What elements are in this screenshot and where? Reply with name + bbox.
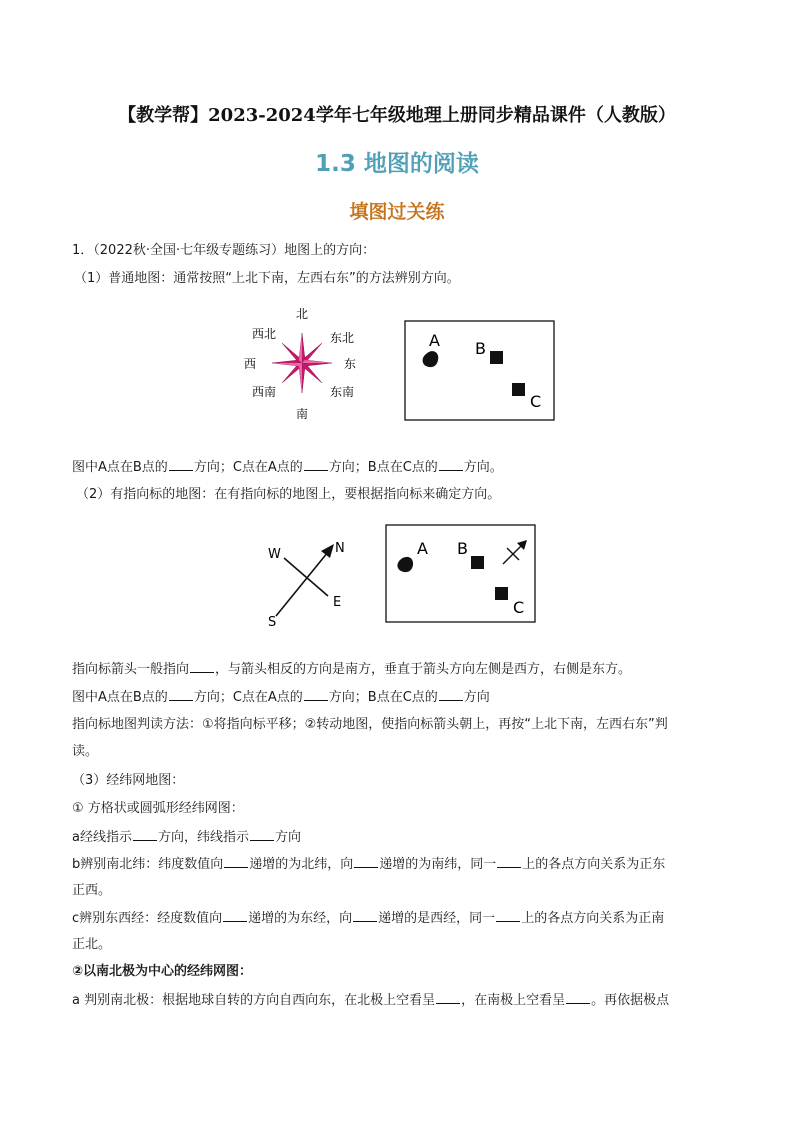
map1-label-c: C bbox=[530, 392, 542, 411]
c-line-cont: 正北。 bbox=[72, 937, 112, 952]
compass-rose-star bbox=[272, 333, 332, 393]
section-subtitle: 填图过关练 bbox=[349, 201, 445, 223]
map-figure-2 bbox=[385, 524, 537, 624]
b-line: b辨别南北纬：纬度数值向 递增的为北纬，向 递增的为南纬，同一 上的各点方向关系为正东 bbox=[72, 857, 666, 872]
answer-blank[interactable] bbox=[353, 909, 377, 922]
arrow-label-e: E bbox=[333, 595, 342, 610]
point-b-square bbox=[471, 556, 484, 569]
question-intro: 1．（2022秋·全国·七年级专题练习）地图上的方向： bbox=[72, 243, 376, 258]
question-line-2: 指向标箭头一般指向 ，与箭头相反的方向是南方，垂直于箭头方向左侧是西方，右侧是东方。 bbox=[72, 662, 632, 677]
answer-blank[interactable] bbox=[169, 688, 193, 701]
c-line: c辨别东西经：经度数值向 递增的为东经，向 递增的是西经，同一 上的各点方向关系为正南 bbox=[72, 911, 665, 926]
answer-blank[interactable] bbox=[304, 458, 328, 471]
map2-label-a: A bbox=[417, 539, 428, 558]
method-text: 指向标地图判读方法：①将指向标平移；②转动地图，使指向标箭头朝上，再按“上北下南，左西右东”判 bbox=[72, 717, 668, 732]
map2-label-b: B bbox=[457, 539, 468, 558]
part2-text: （2）有指向标的地图：在有指向标的地图上，要根据指向标来确定方向。 bbox=[76, 487, 501, 502]
point-c-square bbox=[512, 383, 525, 396]
lesson-title: 1.3 地图的阅读 bbox=[315, 151, 479, 177]
document-header: 【教学帮】2023-2024学年七年级地理上册同步精品课件（人教版） bbox=[118, 105, 676, 126]
answer-blank[interactable] bbox=[304, 688, 328, 701]
pole-line: a 判别南北极：根据地球自转的方向自西向东，在北极上空看呈 ，在南极上空看呈 。再依据极点 bbox=[72, 993, 670, 1008]
answer-blank[interactable] bbox=[169, 458, 193, 471]
compass-label-w: 西 bbox=[243, 357, 257, 371]
compass-label-se: 东南 bbox=[329, 385, 355, 399]
answer-blank[interactable] bbox=[354, 855, 378, 868]
method-text-cont: 读。 bbox=[72, 744, 99, 759]
sub2-heading: ②以南北极为中心的经纬网图： bbox=[72, 964, 253, 979]
map1-label-b: B bbox=[475, 339, 486, 358]
arrow-label-s: S bbox=[268, 615, 277, 628]
point-b-square bbox=[490, 351, 503, 364]
answer-blank[interactable] bbox=[497, 855, 521, 868]
part3-text: （3）经纬网地图： bbox=[72, 773, 185, 788]
compass-label-s: 南 bbox=[295, 407, 309, 421]
question-line-1: 图中A点在B点的 方向；C点在A点的 方向；B点在C点的 方向。 bbox=[72, 460, 503, 475]
answer-blank[interactable] bbox=[566, 991, 590, 1004]
compass-label-nw: 西北 bbox=[251, 327, 277, 341]
answer-blank[interactable] bbox=[223, 909, 247, 922]
arrow-label-w: W bbox=[268, 547, 281, 562]
compass-label-n: 北 bbox=[295, 307, 309, 321]
sub1-heading: ① 方格状或圆弧形经纬网图： bbox=[72, 801, 244, 816]
b-line-cont: 正西。 bbox=[72, 883, 112, 898]
answer-blank[interactable] bbox=[439, 688, 463, 701]
answer-blank[interactable] bbox=[250, 828, 274, 841]
compass-label-e: 东 bbox=[343, 357, 357, 371]
answer-blank[interactable] bbox=[436, 991, 460, 1004]
answer-blank[interactable] bbox=[190, 660, 214, 673]
answer-blank[interactable] bbox=[133, 828, 157, 841]
answer-blank[interactable] bbox=[439, 458, 463, 471]
a-line: a经线指示 方向，纬线指示 方向 bbox=[72, 830, 301, 845]
arrow-label-n: N bbox=[335, 541, 345, 556]
answer-blank[interactable] bbox=[496, 909, 520, 922]
compass-label-ne: 东北 bbox=[329, 331, 355, 345]
answer-blank[interactable] bbox=[224, 855, 248, 868]
compass-rose-figure bbox=[240, 302, 370, 424]
map2-label-c: C bbox=[513, 598, 525, 617]
map-figure-1 bbox=[404, 320, 556, 422]
part1-text: （1）普通地图：通常按照“上北下南，左西右东”的方法辨别方向。 bbox=[74, 271, 460, 286]
arrow-head bbox=[321, 544, 334, 558]
compass-label-sw: 西南 bbox=[251, 385, 277, 399]
map1-label-a: A bbox=[429, 331, 440, 350]
north-arrow-figure bbox=[264, 532, 354, 628]
point-c-square bbox=[495, 587, 508, 600]
question-line-3: 图中A点在B点的 方向；C点在A点的 方向；B点在C点的 方向 bbox=[72, 690, 490, 705]
